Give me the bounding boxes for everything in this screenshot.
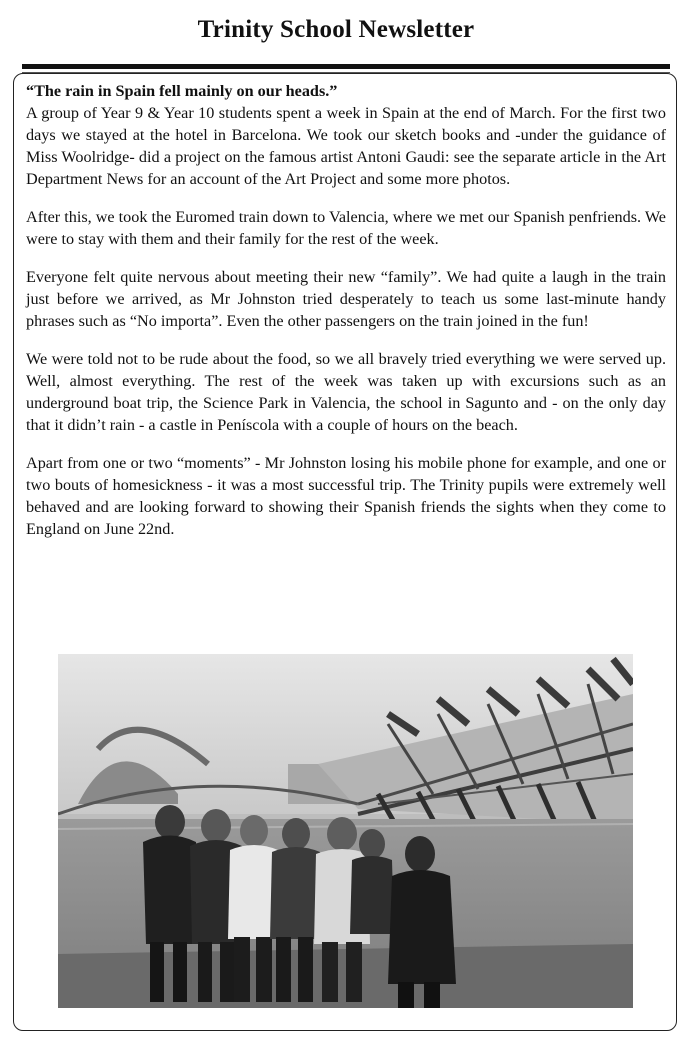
article-paragraph: We were told not to be rude about the food, so we all bravely tried everything we were served up. Well, almost everything. The rest of the week was taken up with excursions such as an underground boat trip, the Science Park in Valencia, the school in Sagunto and - on the only day that it didn’t rain - a castle in Peníscola with a couple of hours on the beach.	[26, 350, 666, 434]
article-paragraph-text: A group of Year 9 & Year 10 students spent a week in Spain at the end of March. For the first two days we stayed at the hotel in Barcelona. We took our sketch books and -under the guidance of Miss Woolridge- did a project on the famous artist Antoni Gaudi: see the separate article in the Art Department News for an account of the Art Project and some more photos.	[26, 104, 666, 188]
title-rule	[22, 64, 670, 69]
article-paragraph: Apart from one or two “moments” - Mr Johnston losing his mobile phone for example, and one or two bouts of homesickness - it was a most successful trip. The Trinity pupils were extremely well behaved and are looking forward to showing their Spanish friends the sights when they come to England on June 22nd.	[26, 454, 666, 538]
article-paragraph	[26, 80, 666, 190]
article-headline: “The rain in Spain fell mainly on our heads.”	[26, 82, 338, 100]
article-paragraph: After this, we took the Euromed train down to Valencia, where we met our Spanish penfriends. We were to stay with them and their family for the rest of the week.	[26, 208, 666, 248]
group-photo-illustration	[58, 654, 633, 1008]
article-body	[26, 80, 666, 556]
article-paragraph: Everyone felt quite nervous about meeting their new “family”. We had quite a laugh in the train just before we arrived, as Mr Johnston tried desperately to teach us some last-minute handy phrases such as “No importa”. Even the other passengers on the train joined in the fun!	[26, 268, 666, 330]
newsletter-title: Trinity School Newsletter	[197, 16, 475, 43]
group-photo	[58, 654, 633, 1008]
